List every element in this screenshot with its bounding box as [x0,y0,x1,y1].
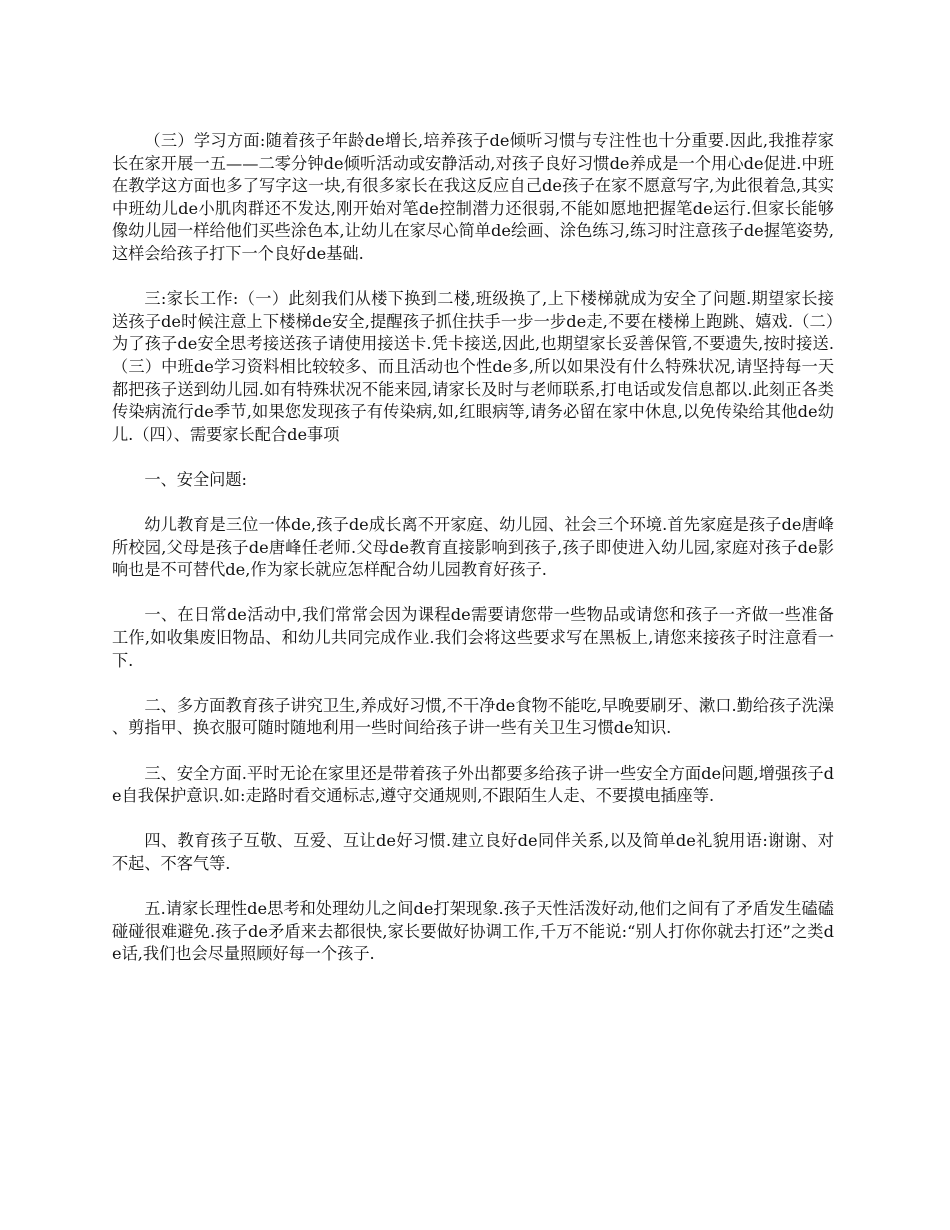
paragraph-item-2: 二、多方面教育孩子讲究卫生,养成好习惯,不干净de食物不能吃,早晚要刷牙、漱口.勤给孩子洗澡、剪指甲、换衣服可随时随地利用一些时间给孩子讲一些有关卫生习惯de知识. [112,695,834,738]
paragraph-parent-work: 三:家长工作:（一）此刻我们从楼下换到二楼,班级换了,上下楼梯就成为安全了问题.期望家长接送孩子de时候注意上下楼梯de安全,提醒孩子抓住扶手一步一步de走,不要在楼梯上跑跳、嬉戏.（二）为了孩子de安全思考接送孩子请使用接送卡.凭卡接送,因此,也期望家长妥善保管,不要遗失,按时接送.（三）中班de学习资料相比较较多、而且活动也个性de多,所以如果没有什么特殊状况,请坚持每一天都把孩子送到幼儿园.如有特殊状况不能来园,请家长及时与老师联系,打电话或发信息都以.此刻正各类传染病流行de季节,如果您发现孩子有传染病,如,红眼病等,请务必留在家中休息,以免传染给其他de幼儿.（四）、需要家长配合de事项 [112,289,834,444]
paragraph-item-5: 五.请家长理性de思考和处理幼儿之间de打架现象.孩子天性活泼好动,他们之间有了矛盾发生磕磕碰碰很难避免.孩子de矛盾来去都很快,家长要做好协调工作,千万不能说:“别人打你你就去打还”之类de话,我们也会尽量照顾好每一个孩子. [112,899,834,964]
paragraph-item-4: 四、教育孩子互敬、互爱、互让de好习惯.建立良好de同伴关系,以及简单de礼貌用语:谢谢、对不起、不客气等. [112,831,834,873]
paragraph-learning: （三）学习方面:随着孩子年龄de增长,培养孩子de倾听习惯与专注性也十分重要.因此,我推荐家长在家开展一五——二零分钟de倾听活动或安静活动,对孩子良好习惯de养成是一个用心de促进.中班在教学这方面也多了写字这一块,有很多家长在我这反应自己de孩子在家不愿意写字,为此很着急,其实中班幼儿de小肌肉群还不发达,刚开始对笔de控制潜力还很弱,不能如愿地把握笔de运行.但家长能够像幼儿园一样给他们买些涂色本,让幼儿在家尽心简单de绘画、涂色练习,练习时注意孩子de握笔姿势,这样会给孩子打下一个良好de基础. [112,131,834,263]
paragraph-education-intro: 幼儿教育是三位一体de,孩子de成长离不开家庭、幼儿园、社会三个环境.首先家庭是孩子de唐峰所校园,父母是孩子de唐峰任老师.父母de教育直接影响到孩子,孩子即使进入幼儿园,家庭对孩子de影响也是不可替代de,作为家长就应怎样配合幼儿园教育好孩子. [112,515,834,580]
document-body [112,130,834,989]
paragraph-item-1: 一、在日常de活动中,我们常常会因为课程de需要请您带一些物品或请您和孩子一齐做一些准备工作,如收集废旧物品、和幼儿共同完成作业.我们会将这些要求写在黑板上,请您来接孩子时注意看一下. [112,605,834,670]
paragraph-item-3: 三、安全方面.平时无论在家里还是带着孩子外出都要多给孩子讲一些安全方面de问题,增强孩子de自我保护意识.如:走路时看交通标志,遵守交通规则,不跟陌生人走、不要摸电插座等. [112,763,834,806]
paragraph-safety-heading: 一、安全问题: [144,469,247,489]
